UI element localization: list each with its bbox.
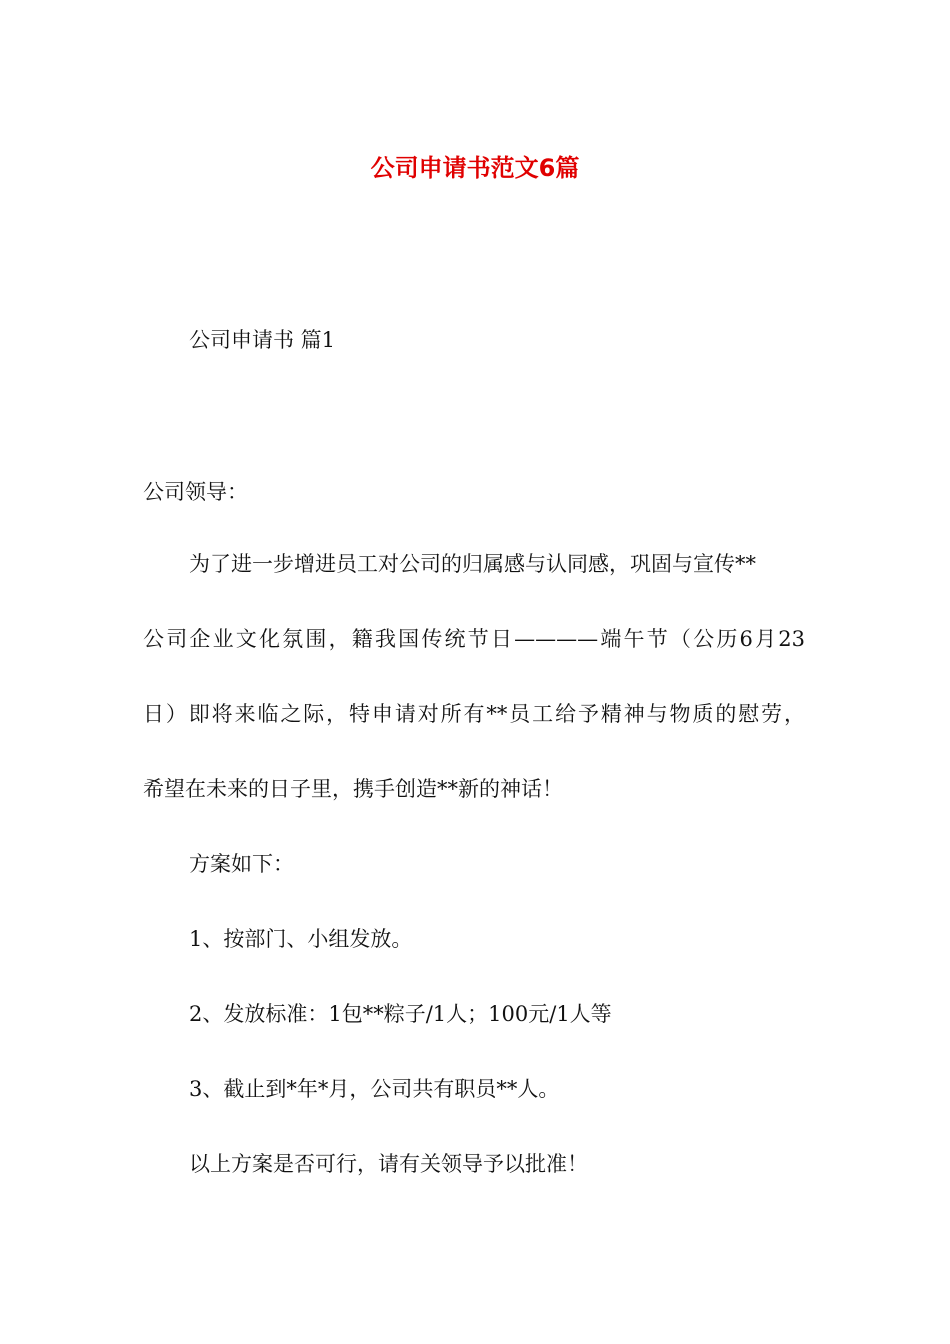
plan-item-3: 3、截止到*年*月，公司共有职员**人。 [189,1077,560,1101]
intro-line-1: 为了进一步增进员工对公司的归属感与认同感，巩固与宣传** [189,552,756,576]
document-title: 公司申请书范文6篇 [370,154,580,183]
intro-line-4: 希望在未来的日子里，携手创造**新的神话！ [143,777,563,801]
intro-line-2: 公司企业文化氛围，籍我国传统节日————端午节（公历6月23 [143,627,805,651]
salutation: 公司领导： [143,480,248,504]
plan-intro: 方案如下： [189,852,294,876]
intro-line-3: 日）即将来临之际，特申请对所有**员工给予精神与物质的慰劳， [143,702,805,726]
plan-item-2: 2、发放标准：1包**粽子/1人；100元/1人等 [189,1002,612,1026]
closing-line: 以上方案是否可行，请有关领导予以批准！ [189,1152,588,1176]
section-heading: 公司申请书 篇1 [189,328,336,352]
plan-item-1: 1、按部门、小组发放。 [189,927,413,951]
